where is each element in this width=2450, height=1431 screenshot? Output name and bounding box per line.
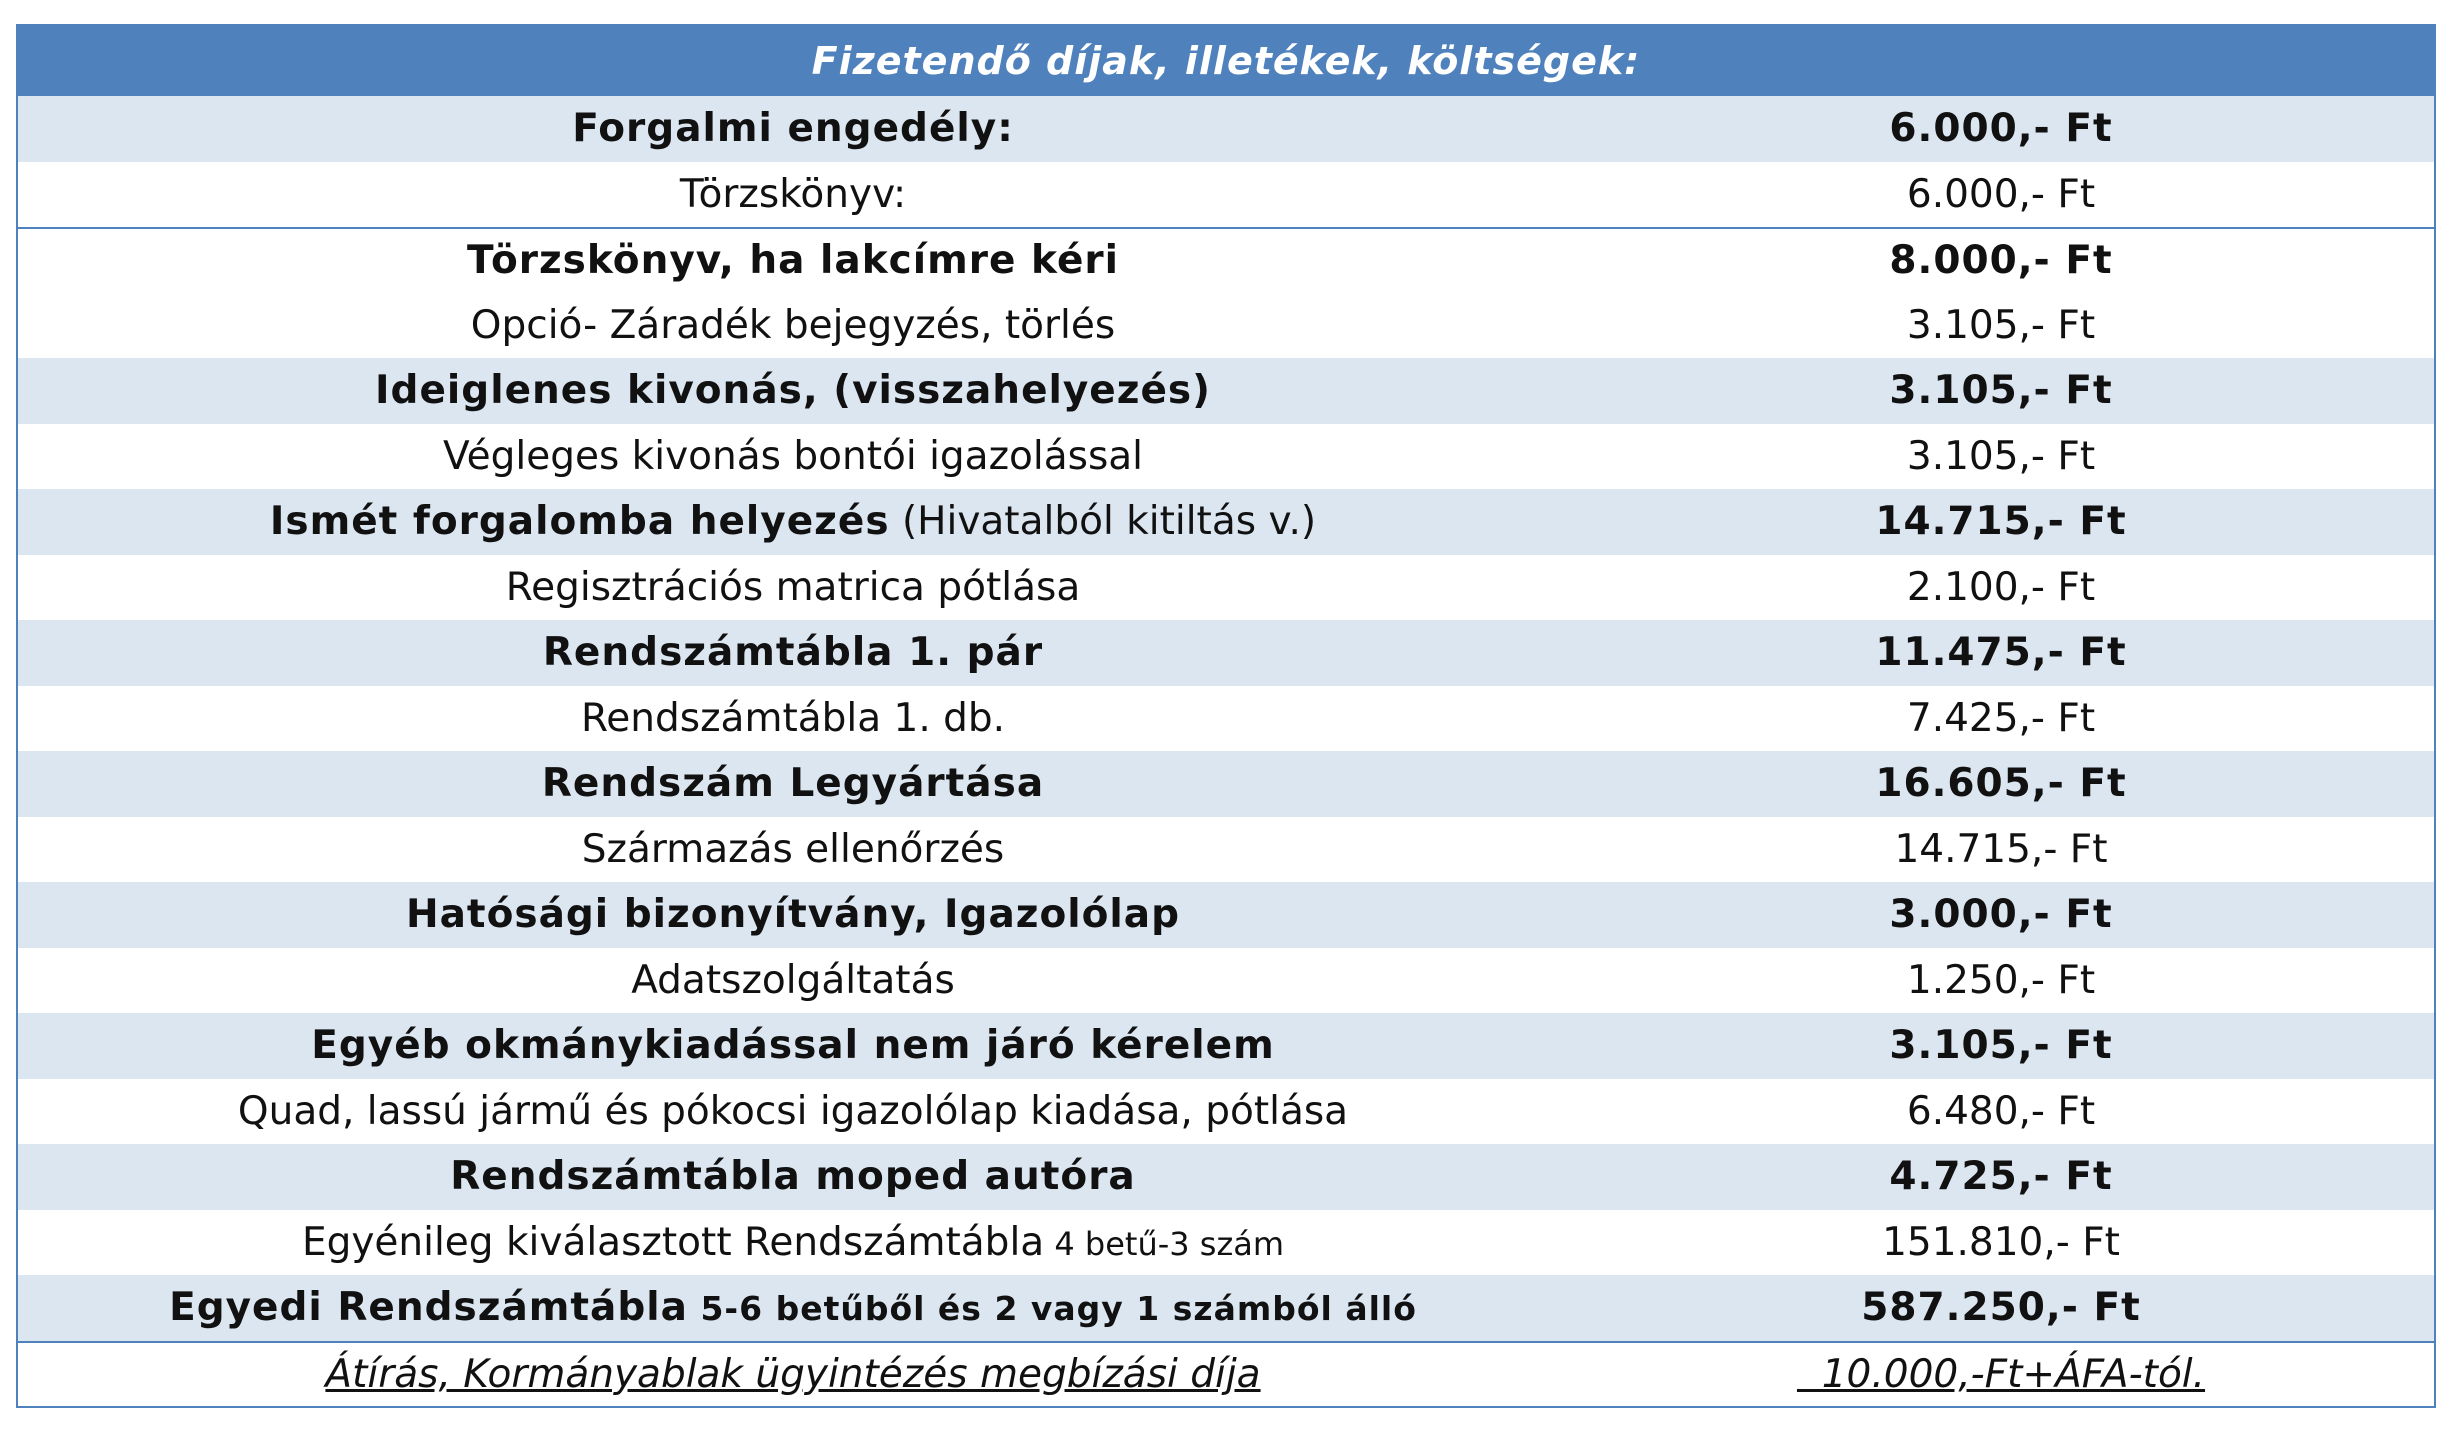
fee-label-group <box>18 1352 1568 1397</box>
table-row <box>18 1079 2434 1145</box>
fee-label: Származás ellenőrzés <box>581 826 1005 872</box>
fee-price: 6.000,- Ft <box>1906 171 2096 217</box>
fee-label: Egyénileg kiválasztott Rendszámtábla <box>301 1219 1045 1265</box>
table-row <box>18 1013 2434 1079</box>
table-row <box>18 162 2434 228</box>
table-row <box>18 817 2434 883</box>
fee-price: 151.810,- Ft <box>1882 1219 2120 1265</box>
fee-table <box>16 24 2436 1408</box>
table-row <box>18 1144 2434 1210</box>
fee-label: Regisztrációs matrica pótlása <box>505 564 1081 610</box>
table-row <box>18 686 2434 752</box>
table-row <box>18 620 2434 686</box>
table-row <box>18 358 2434 424</box>
table-row <box>18 1210 2434 1276</box>
fee-label-group <box>18 1220 1568 1265</box>
fee-label: Egyéb okmánykiadással nem járó kérelem <box>311 1023 1275 1069</box>
fee-label: Adatszolgáltatás <box>631 957 955 1003</box>
table-row <box>18 751 2434 817</box>
fee-price: 14.715,- Ft <box>1894 826 2108 872</box>
fee-label: Törzskönyv, ha lakcímre kéri <box>467 238 1119 284</box>
fee-label: Rendszámtábla 1. db. <box>580 695 1006 741</box>
fee-price: 3.000,- Ft <box>1889 892 2113 938</box>
fee-price: 8.000,- Ft <box>1889 238 2113 284</box>
fee-label: Ideiglenes kivonás, (visszahelyezés) <box>375 368 1211 414</box>
fee-label-group <box>18 1285 1568 1330</box>
fee-label-note: (Hivatalból kitiltás v.) <box>889 499 1317 545</box>
fee-label: Forgalmi engedély: <box>572 106 1014 152</box>
fee-price: 16.605,- Ft <box>1875 761 2127 807</box>
fee-label: Rendszám Legyártása <box>541 761 1045 807</box>
table-row <box>18 948 2434 1014</box>
fee-label: Opció- Záradék bejegyzés, törlés <box>470 302 1116 348</box>
fee-price: 14.715,- Ft <box>1875 499 2127 545</box>
fee-price: 587.250,- Ft <box>1861 1285 2141 1331</box>
table-row <box>18 882 2434 948</box>
table-header: Fizetendő díjak, illetékek, költségek: <box>18 26 2434 96</box>
fee-price: 7.425,- Ft <box>1906 695 2096 741</box>
fee-price: 2.100,- Ft <box>1906 564 2096 610</box>
table-row <box>18 1275 2434 1341</box>
fee-price: 1.250,- Ft <box>1906 957 2096 1003</box>
fee-label: Rendszámtábla moped autóra <box>450 1154 1136 1200</box>
fee-price: 10.000,-Ft+ÁFA-tól. <box>1796 1351 2206 1397</box>
fee-label: Átírás, Kormányablak ügyintézés megbízási díja <box>325 1351 1261 1397</box>
fee-price: 4.725,- Ft <box>1889 1154 2113 1200</box>
fee-label: Quad, lassú jármű és pókocsi igazolólap kiadása, pótlása <box>237 1088 1349 1134</box>
fee-label: Hatósági bizonyítvány, Igazolólap <box>405 892 1181 938</box>
fee-label: Végleges kivonás bontói igazolással <box>442 433 1144 479</box>
table-row <box>18 293 2434 359</box>
fee-label: Ismét forgalomba helyezés <box>269 499 890 545</box>
fee-price: 3.105,- Ft <box>1889 1023 2113 1069</box>
fee-price-group <box>1568 1352 2434 1397</box>
fee-price: 3.105,- Ft <box>1906 302 2096 348</box>
fee-price: 3.105,- Ft <box>1889 368 2113 414</box>
fee-label-note: 5-6 betűből és 2 vagy 1 számból álló <box>687 1289 1417 1329</box>
fee-label: Egyedi Rendszámtábla <box>169 1285 688 1331</box>
table-row <box>18 1341 2434 1407</box>
fee-label-group <box>18 499 1568 544</box>
fee-label: Törzskönyv: <box>679 171 907 217</box>
table-row <box>18 424 2434 490</box>
fee-price: 6.480,- Ft <box>1906 1088 2096 1134</box>
table-row <box>18 227 2434 293</box>
fee-price: 6.000,- Ft <box>1889 106 2113 152</box>
table-row <box>18 96 2434 162</box>
fee-price: 3.105,- Ft <box>1906 433 2096 479</box>
fee-label-note: 4 betű-3 szám <box>1044 1224 1285 1263</box>
table-row <box>18 489 2434 555</box>
fee-label: Rendszámtábla 1. pár <box>542 630 1044 676</box>
table-row <box>18 555 2434 621</box>
fee-price: 11.475,- Ft <box>1875 630 2127 676</box>
